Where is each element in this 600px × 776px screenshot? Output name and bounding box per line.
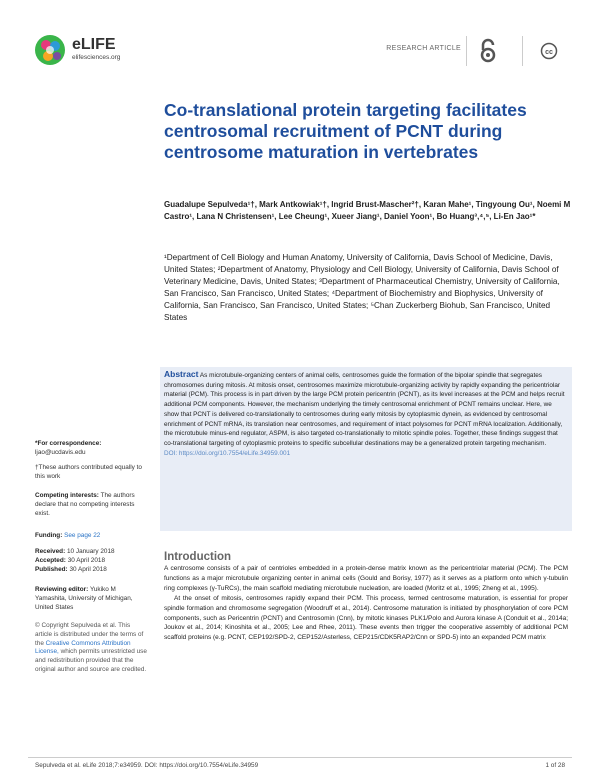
abstract <box>164 370 568 458</box>
cc-icon <box>540 42 558 65</box>
dates <box>35 548 147 574</box>
footer-citation: Sepulveda et al. eLife 2018;7:e34959. DOI: https://doi.org/10.7554/eLife.34959 <box>35 762 259 769</box>
article-type: RESEARCH ARTICLE <box>386 45 461 52</box>
correspondence <box>35 440 147 458</box>
competing-text: The authors declare that no competing interests exist. <box>35 492 135 517</box>
open-access-icon <box>478 38 498 69</box>
copyright-text-b: which permits unrestricted use and redistribution provided that the original author and source are credited. <box>35 648 147 673</box>
received-date: 10 January 2018 <box>66 548 115 555</box>
author-list: Guadalupe Sepulveda¹†, Mark Antkowiak¹†, Ingrid Brust-Mascher²†, Karan Mahe¹, Tingyoung Ou¹, Noemi M Castro¹, Lana N Christensen¹, Lee Cheung¹, Xueer Jiang¹, Daniel Yoon¹, Bo Huang³,⁴,⁵, Li-En Jao¹* <box>164 200 571 222</box>
copyright <box>35 622 147 675</box>
published-date: 30 April 2018 <box>69 565 107 573</box>
abstract-label: Abstract <box>164 369 199 379</box>
introduction-body <box>164 564 568 643</box>
correspondence-label: *For correspondence: <box>35 440 102 447</box>
reviewing-text: Yukiko M Yamashita, University of Michigan, United States <box>35 586 133 611</box>
introduction-heading: Introduction <box>164 551 232 563</box>
copyright-text-a: © Copyright Sepulveda et al. This article is distributed under the terms of the <box>35 622 144 647</box>
page-number: 1 of 28 <box>545 762 565 769</box>
header-divider <box>466 36 467 66</box>
reviewing-label: Reviewing editor: <box>35 586 89 593</box>
logo-wordmark: eLIFE <box>72 36 116 53</box>
article-title: Co-translational protein targeting facilitates centrosomal recruitment of PCNT during centrosome maturation in vertebrates <box>164 100 527 162</box>
competing-interests <box>35 492 147 518</box>
equal-contribution-note: †These authors contributed equally to this work <box>35 464 142 480</box>
received-label: Received: <box>35 548 66 555</box>
logo-url: elifesciences.org <box>72 54 121 61</box>
intro-paragraph-1: A centrosome consists of a pair of centrioles embedded in a protein-dense matrix known as the pericentriolar material (PCM). The PCM functions as a major microtubule organizing center in animal cells (Gould and Borisy, 1977) as it serves as a platform onto which γ-tubulin ring complexes (γ-TuRCs), the main scaffold mediating microtubule nucleation, are loaded (Moritz et al., 1995; Zheng et al., 1995). <box>164 565 568 592</box>
elife-logo-icon <box>32 32 68 68</box>
footer-divider <box>28 757 572 758</box>
competing-label: Competing interests: <box>35 492 99 499</box>
abstract-text: As microtubule-organizing centers of animal cells, centrosomes guide the formation of the bipolar spindle that segregates chromosomes during mitosis. At mitosis onset, centrosomes maximize microtubule-organizing activity by rapidly expanding the pericentriolar material (PCM). This process is in part driven by the large PCM protein pericentrin (PCNT), as its level increases at the PCM and helps recruit additional PCM components. However, the mechanism underlying the timely centrosomal enrichment of PCNT remains unclear. Here, we show that PCNT is delivered co-translationally to centrosomes during early mitosis by cytoplasmic dynein, as evidenced by centrosomal enrichment of PCNT mRNA, its translation near centrosomes, and requirement of intact polysomes for PCNT mRNA localization. Additionally, the microtubule minus-end regulator, ASPM, is also targeted co-translationally to mitotic spindle poles. Together, these findings suggest that co-translational targeting of cytoplasmic proteins to specific subcellular destinations may be a generalized protein targeting mechanism. <box>164 372 565 447</box>
header-divider <box>522 36 523 66</box>
cc-label: cc <box>545 49 553 56</box>
funding-label: Funding: <box>35 532 63 539</box>
elife-logo[interactable] <box>32 32 152 72</box>
intro-paragraph-2: At the onset of mitosis, centrosomes rapidly expand their PCM. This process, termed centrosome maturation, is essential for proper spindle formation and chromosome segregation (Woodruff et al., 2014). Centrosome maturation is initiated by phosphorylation of core PCM components, such as Pericentrin (PCNT) and Centrosomin (Cnn), by mitotic kinases PLK1/Polo and Aurora kinase A (Conduit et al., 2014a; Joukov et al., 2014; Kinoshita et al., 2005; Lee and Rhee, 2011). These events then trigger the cooperative assembly of additional PCM scaffold proteins (e.g. PCNT, CEP192/SPD-2, CEP152/Asterless, CEP215/CDK5RAP2/Cnn or SPD-5) into an expanded PCM matrix <box>164 594 568 642</box>
published-label: Published: <box>35 565 68 573</box>
reviewing-editor <box>35 586 147 612</box>
funding-link[interactable]: See page 22 <box>64 532 101 539</box>
accepted-date: 30 April 2018 <box>67 556 105 564</box>
abstract-doi-link[interactable]: DOI: https://doi.org/10.7554/eLife.34959.001 <box>164 449 291 457</box>
funding <box>35 532 147 541</box>
correspondence-email[interactable]: ljao@ucdavis.edu <box>35 448 86 456</box>
affiliations: ¹Department of Cell Biology and Human Anatomy, University of California, Davis School of Medicine, Davis, United States; ²Department of Anatomy, Physiology and Cell Biology, University of California, Davis School of Veterinary Medicine, Davis, United States; ³Department of Pharmaceutical Chemistry, University of California, San Francisco, San Francisco, United States; ⁴Department of Biochemistry and Biophysics, University of California, San Francisco, San Francisco, United States; ⁵Chan Zuckerberg Biohub, San Francisco, United States <box>164 253 560 323</box>
accepted-label: Accepted: <box>35 556 66 564</box>
creative-commons-link[interactable]: Creative Commons Attribution License, <box>35 639 131 656</box>
